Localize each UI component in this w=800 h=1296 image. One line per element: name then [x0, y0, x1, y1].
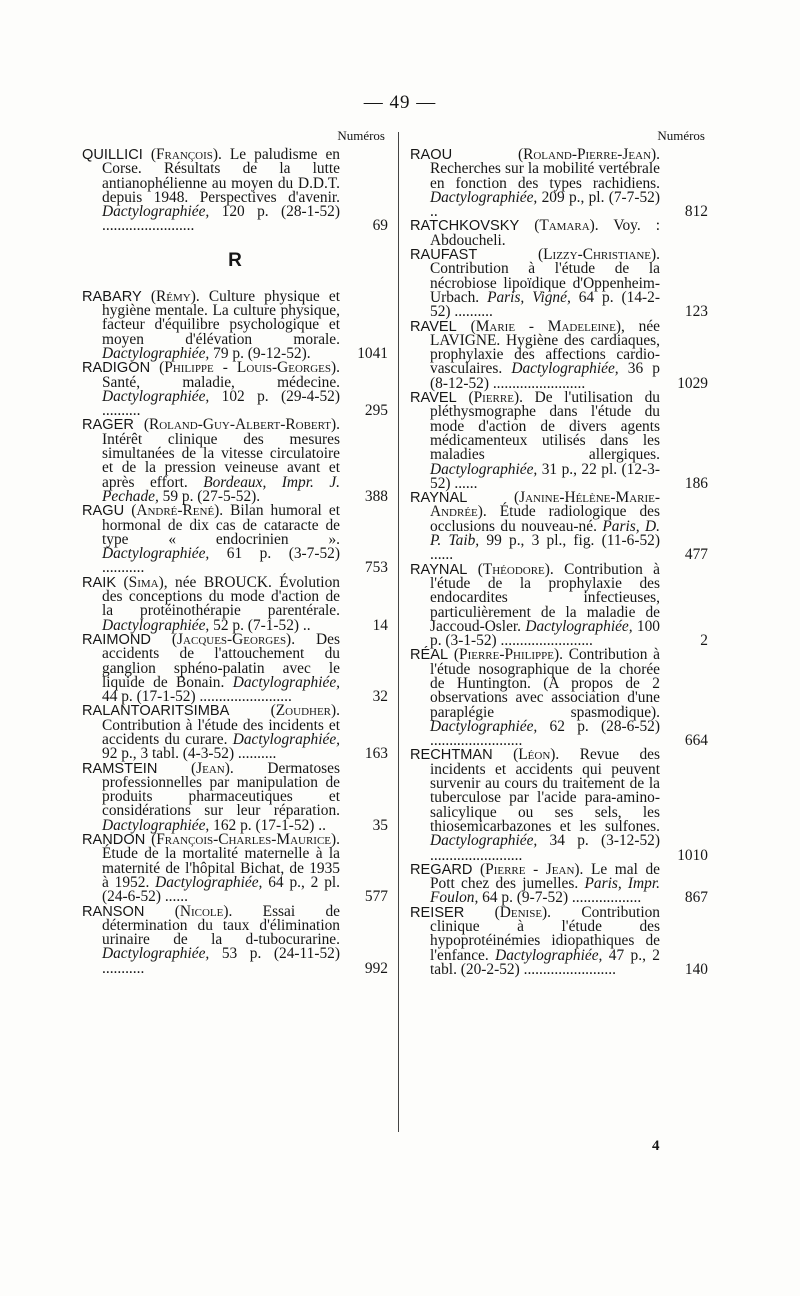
entry-surname: REISER — [410, 904, 465, 921]
index-entry — [82, 833, 388, 904]
entry-publisher: Dactylographiée, — [102, 344, 210, 362]
entry-number: 140 — [684, 960, 708, 978]
entry-number: 163 — [364, 745, 388, 763]
entry-surname: RAOU — [410, 147, 453, 163]
entry-title: Recherches sur la mobilité vertébrale en fonction des types rachidiens. — [430, 160, 660, 192]
entry-surname: RAYNAL — [410, 561, 468, 578]
entry-pagination: 102 p. (29-4-52) .......... — [102, 387, 340, 420]
entry-pagination: 99 p., 3 pl., fig. (11-6-52) ...... — [430, 532, 660, 564]
entry-forename: (Tamara). — [534, 217, 599, 235]
entry-pagination: 36 p (8-12-52) ........................ — [430, 360, 660, 392]
entry-surname: RALANTOARITSIMBA — [82, 703, 230, 720]
entry-forename: (André-René). — [131, 502, 224, 520]
entry-number: 812 — [684, 203, 708, 221]
entries-before-letter — [82, 148, 388, 234]
entry-publisher: Dactylographiée, — [430, 717, 538, 735]
entry-title: Contribution à l'étude nosographique de la chorée de Huntington. (A propos de 2 observations avec association d'une paraplégie spasmodique). — [430, 646, 660, 721]
entry-publisher: Dactylographiée, — [232, 673, 340, 691]
index-entry — [410, 748, 708, 862]
entry-publisher: Dactylographiée, — [430, 188, 538, 206]
entry-title: Intérêt clinique des mesures simultanées de la vitesse circulatoire et de la pression veineuse avant et après effort. — [102, 430, 340, 491]
entry-surname: RAVEL — [410, 318, 457, 335]
entry-publisher: Dactylographiée, — [155, 873, 263, 891]
entry-forename: (Nicole). — [174, 902, 233, 920]
entry-title: Contribution à l'étude de la prophylaxie des endocardites infectieuses, particulièrement de la maladie de Jaccoud-Osler. — [430, 560, 660, 635]
index-entry — [410, 560, 708, 650]
right-column — [410, 128, 708, 977]
entry-forename: (Jacques-Georges). — [171, 630, 296, 648]
entry-pagination: 47 p., 2 tabl. (20-2-52) ........................ — [430, 946, 660, 978]
entry-pagination: 62 p. (28-6-52) ........................ — [430, 717, 660, 750]
entry-publisher: Dactylographiée, — [102, 387, 210, 405]
entry-number: 1041 — [357, 344, 388, 362]
entry-surname: QUILLICI — [82, 147, 143, 163]
entry-pagination: 209 p., pl. (7-7-52) .. — [430, 188, 660, 221]
entry-number: 1029 — [677, 374, 708, 392]
entry-forename: (Théodore). — [477, 560, 554, 578]
entry-pagination: 61 p. (3-7-52) ........... — [102, 545, 340, 577]
index-entry — [410, 219, 708, 248]
entry-publisher: Dactylographiée, — [102, 816, 210, 834]
entry-title: Revue des incidents et accidents qui peuvent survenir au cours du traitement de la tuberculose par l'acide para-amino-salicylique ou ses sels, les thiosemicarbazones et les sulfones. — [430, 746, 660, 835]
entry-surname: RAYNAL — [410, 490, 468, 507]
entry-surname: RANSON — [82, 903, 145, 920]
entry-pagination: 53 p. (24-11-52) ........... — [102, 945, 340, 977]
entry-publisher: Paris, D. P. Taib, — [430, 517, 660, 550]
entry-title: Essai de détermination du taux d'élimination urinaire de la d-tubocurarine. — [102, 902, 340, 949]
entry-number: 753 — [364, 559, 388, 577]
signature-mark: 4 — [652, 1138, 660, 1154]
entry-number: 32 — [372, 688, 388, 706]
entry-publisher: Dactylographiée, — [430, 832, 538, 850]
index-entry — [410, 903, 708, 978]
entry-forename: (Lizzy-Christiane). — [538, 246, 660, 264]
entry-publisher: Bordeaux, Impr. J. Pechade, — [102, 473, 340, 505]
entry-publisher: Dactylographiée, — [102, 945, 210, 963]
column-header-numeros: Numéros — [657, 128, 705, 143]
entry-number: 123 — [684, 303, 708, 321]
entry-surname: REGARD — [410, 861, 473, 878]
index-entry — [410, 248, 708, 319]
index-entry — [82, 148, 388, 234]
index-entry — [410, 148, 708, 219]
entry-surname: RAVEL — [410, 390, 457, 407]
entry-number: 477 — [684, 546, 708, 564]
entry-surname: RAGU — [82, 503, 125, 520]
entry-title: Bilan humoral et hormonal de dix cas de cataracte de type « endocrinien ». — [102, 502, 340, 548]
entry-title: Voy. : Abdoucheli. — [430, 217, 660, 249]
entry-number: 577 — [364, 888, 388, 906]
entry-forename: (Zoudher). — [270, 702, 340, 720]
entry-pagination: 64 p., 2 pl. (24-6-52) ...... — [102, 873, 341, 906]
entries-after-letter — [82, 287, 388, 977]
entry-number: 1010 — [677, 846, 708, 864]
entry-surname: RAIMOND — [82, 631, 151, 648]
entry-pagination: 34 p. (3-12-52) ........................ — [430, 832, 660, 864]
entry-pagination: 31 p., 22 pl. (12-3-52) ...... — [430, 460, 660, 492]
entry-publisher: Paris, Impr. Foulon, — [430, 875, 660, 907]
entry-surname: RADIGON — [82, 360, 151, 377]
entry-publisher: Dactylographiée, — [495, 946, 603, 964]
entry-pagination: 162 p. (17-1-52) .. — [209, 816, 326, 834]
entry-publisher: Dactylographiée, — [430, 460, 538, 478]
entry-surname: RABARY — [82, 288, 142, 305]
index-entry — [410, 317, 708, 392]
entry-title: Santé, maladie, médecine. — [102, 373, 340, 391]
column-header-numeros: Numéros — [337, 128, 385, 143]
index-entry — [82, 418, 388, 504]
entry-publisher: Paris, Vigné, — [487, 288, 571, 306]
entry-forename: (Janine-Hélène-Marie-Andrée). — [430, 489, 660, 521]
index-entry — [410, 491, 708, 562]
entry-number: 664 — [684, 732, 708, 750]
index-entry — [410, 391, 708, 491]
entry-forename: (François). — [150, 146, 222, 163]
entry-forename: (François-Charles-Maurice). — [151, 831, 340, 849]
index-entry — [410, 648, 708, 748]
entry-title: Contribution à l'étude des incidents et accidents du curare. — [102, 716, 340, 748]
entry-publisher: Dactylographiée, — [232, 730, 340, 748]
entry-number: 186 — [684, 474, 708, 492]
entry-publisher: Dactylographiée, — [525, 617, 633, 635]
entry-pagination: 79 p. (9-12-52). — [209, 344, 311, 362]
entry-title: Contribution à l'étude de la nécrobiose lipoïdique d'Oppenheim-Urbach. — [430, 260, 660, 306]
entry-number: 69 — [372, 217, 388, 235]
index-entry — [82, 630, 388, 706]
entry-surname: RATCHKOVSKY — [410, 218, 520, 235]
entry-title: née BROUCK. Évolution des conceptions du mode d'action de la protéinothérapie parentérale. — [102, 573, 340, 620]
entry-number: 992 — [364, 959, 388, 977]
entry-surname: RÉAL — [410, 647, 449, 664]
entry-pagination: 52 p. (7-1-52) .. — [209, 616, 311, 634]
entry-pagination: 44 p. (17-1-52) ........................ — [102, 688, 292, 706]
entry-number: 2 — [700, 632, 708, 650]
entry-pagination: 64 p. (9-7-52) .................. — [478, 889, 642, 907]
index-entry — [82, 759, 388, 834]
entry-publisher: Dactylographiée, — [102, 545, 210, 563]
entry-title: Le paludisme en Corse. Résultats de la lutte antianophélienne au moyen du D.D.T. depuis 1948. Perspectives d'avenir. — [102, 146, 340, 206]
entry-title: Étude de la mortalité maternelle à la maternité de l'hôpital Bichat, de 1935 à 1952. — [102, 845, 340, 891]
entry-title: née LAVIGNE. Hygiène des cardiaques, prophylaxie des affections cardio-vasculaires. — [430, 317, 660, 378]
entry-forename: (Pierre-Philippe). — [453, 646, 563, 664]
entry-number: 35 — [372, 816, 388, 834]
entry-forename: (Roland-Guy-Albert-Robert). — [143, 416, 340, 434]
entry-forename: (Sima), — [123, 573, 168, 591]
index-entry — [82, 704, 388, 761]
entry-surname: RAIK — [82, 574, 117, 591]
entry-publisher: Dactylographiée, — [511, 360, 619, 378]
entry-title: Le mal de Pott chez des jumelles. — [430, 860, 660, 893]
entry-forename: (Denise). — [494, 903, 552, 921]
entry-title: Étude radiologique des occlusions du nouveau-né. — [430, 503, 660, 535]
entry-number: 295 — [364, 402, 388, 420]
entry-title: Culture physique et hygiène mentale. La culture physique, facteur d'équilibre psychologique et moyen d'élévation morale. — [102, 287, 340, 348]
entry-number: 14 — [372, 616, 388, 634]
index-entry — [82, 902, 388, 977]
entries-list — [410, 148, 708, 977]
index-entry — [82, 361, 388, 418]
entry-forename: (Marie - Madeleine), — [470, 317, 625, 335]
column-divider — [398, 132, 399, 1132]
entry-title: De l'utilisation du pléthysmographe dans l'étude du mode d'action de divers agents médicamenteux utilisés dans les maladies allergiques. — [430, 389, 660, 464]
entry-forename: (Philippe - Louis-Georges). — [159, 359, 340, 377]
entry-forename: (Léon). — [513, 746, 560, 764]
index-entry — [82, 573, 388, 634]
entry-surname: RECHTMAN — [410, 747, 493, 764]
entry-title: Des accidents de l'attouchement du ganglion sphéno-palatin avec le liquide de Bonain. — [102, 630, 340, 691]
entry-pagination: 92 p., 3 tabl. (4-3-52) .......... — [102, 745, 277, 763]
entry-title: Dermatoses professionnelles par manipulation de produits pharmaceutiques et considérations sur leur réparation. — [102, 759, 340, 820]
entry-forename: (Roland-Pierre-Jean). — [517, 146, 660, 163]
entry-number: 388 — [364, 487, 388, 505]
entry-pagination: 120 p. (28-1-52) ........................ — [102, 203, 340, 235]
entry-pagination: 59 p. (27-5-52). — [158, 487, 261, 505]
entry-forename: (Pierre). — [468, 389, 523, 407]
entry-publisher: Dactylographiée, — [102, 203, 210, 221]
page-number: — 49 — — [363, 92, 437, 113]
entry-surname: RANDON — [82, 832, 146, 849]
entry-pagination: 64 p. (14-2-52) .......... — [430, 288, 660, 321]
left-column — [82, 128, 388, 976]
entry-forename: (Rémy). — [150, 287, 200, 305]
index-entry — [82, 504, 388, 575]
entry-number: 867 — [684, 889, 708, 907]
entry-surname: RAGER — [82, 417, 134, 434]
index-entry — [82, 287, 388, 362]
section-letter: R — [228, 249, 242, 271]
entry-forename: (Pierre - Jean). — [480, 860, 584, 878]
entry-pagination: 100 p. (3-1-52) ........................ — [430, 617, 660, 650]
entry-surname: RAMSTEIN — [82, 760, 158, 777]
index-entry — [410, 860, 708, 907]
entry-forename: (Jean). — [191, 759, 234, 777]
entry-title: Contribution clinique à l'étude des hypoprotéinémies idiopathiques de l'enfance. — [430, 903, 660, 964]
entry-surname: RAUFAST — [410, 247, 478, 264]
entry-publisher: Dactylographiée, — [102, 616, 210, 634]
